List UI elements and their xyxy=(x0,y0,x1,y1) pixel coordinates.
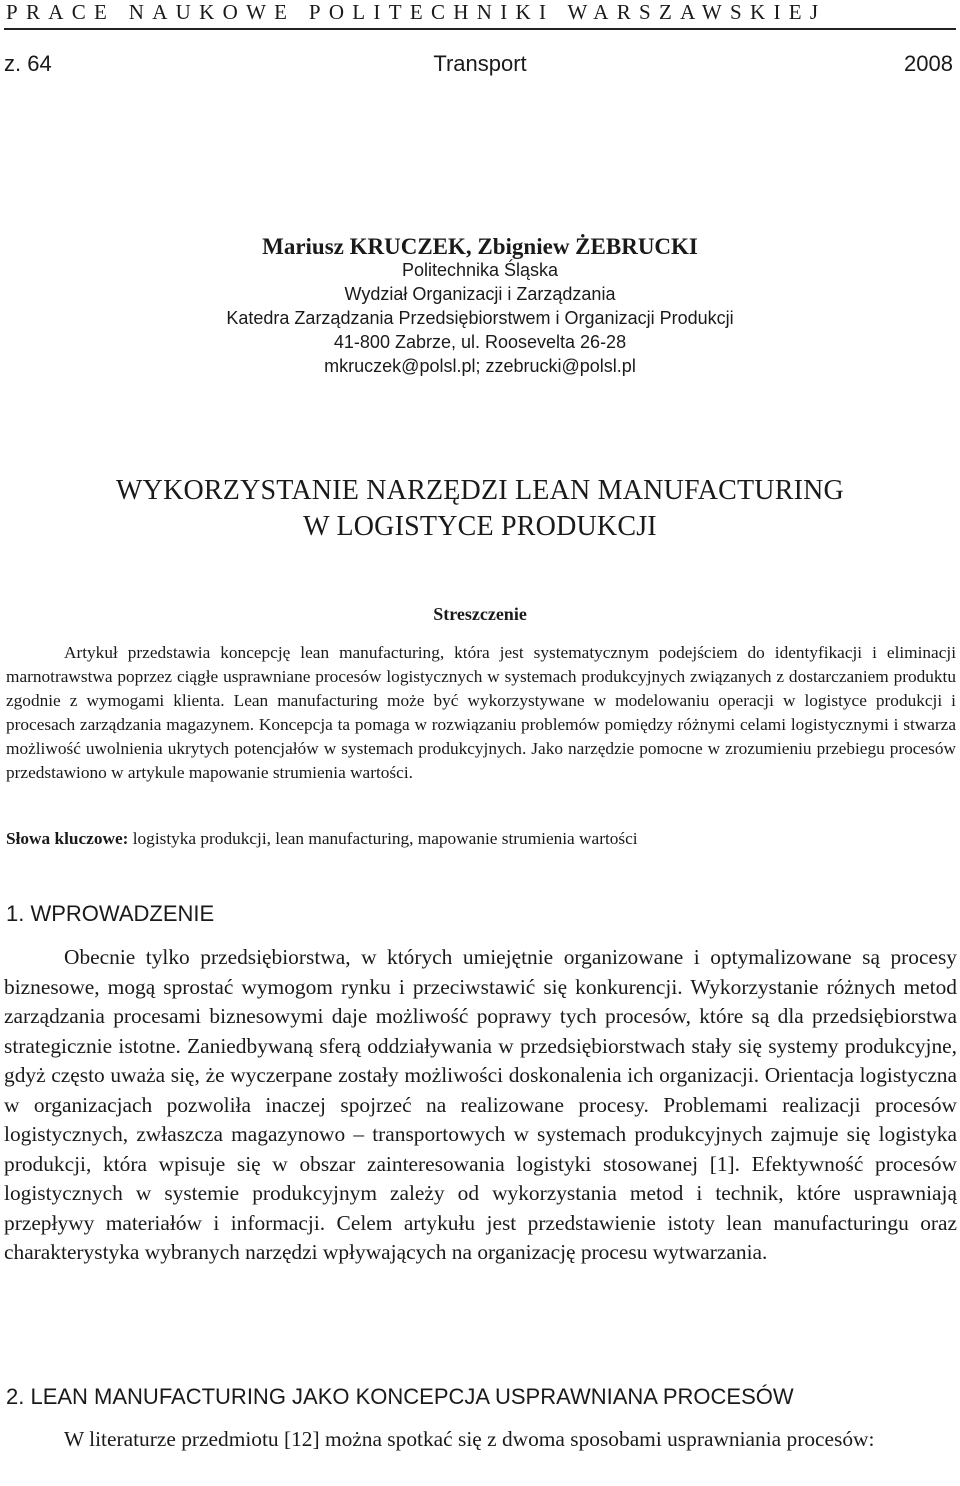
keywords-list: logistyka produkcji, lean manufacturing, mapowanie strumienia wartości xyxy=(132,829,638,848)
paper-title xyxy=(0,473,960,545)
affiliation-university: Politechnika Śląska xyxy=(401,260,559,280)
affiliation-address: 41-800 Zabrze, ul. Roosevelta 26-28 xyxy=(333,332,627,352)
section-2-text: W literaturze przedmiotu [12] można spotkać się z dwoma sposobami usprawniania procesów: xyxy=(64,1427,875,1451)
affiliation-emails: mkruczek@polsl.pl; zzebrucki@polsl.pl xyxy=(324,356,636,376)
keywords xyxy=(6,827,956,851)
affiliation xyxy=(0,258,960,378)
journal-name: Transport xyxy=(433,51,527,76)
abstract-heading: Streszczenie xyxy=(433,604,527,624)
section-2-heading: 2. LEAN MANUFACTURING JAKO KONCEPCJA USPRAWNIANA PROCESÓW xyxy=(6,1384,794,1409)
series-header: PRACE NAUKOWE POLITECHNIKI WARSZAWSKIEJ xyxy=(6,0,827,24)
affiliation-faculty: Wydział Organizacji i Zarządzania xyxy=(344,284,616,304)
affiliation-department: Katedra Zarządzania Przedsiębiorstwem i Organizacji Produkcji xyxy=(226,308,734,328)
issue-year: 2008 xyxy=(904,51,953,76)
issue-number: z. 64 xyxy=(4,51,52,76)
title-line-1: WYKORZYSTANIE NARZĘDZI LEAN MANUFACTURING xyxy=(116,475,844,506)
keywords-label: Słowa kluczowe: xyxy=(6,829,129,848)
section-1-text: Obecnie tylko przedsiębiorstwa, w których umiejętnie organizowane i optymalizowane są procesy biznesowe, mogą sprostać wymogom rynku i przeciwstawić się konkurencji. Wykorzystanie różnych metod zarządzania procesami biznesowymi daje możliwość poprawy tych procesów, które są dla przedsiębiorstwa strategicznie istotne. Zaniedbywaną sferą oddziaływania w przedsiębiorstwach stały się systemy produkcyjne, gdyż często uważa się, że wyczerpane zostały możliwości doskonalenia ich organizacji. Orientacja logistyczna w organizacjach pozwoliła inaczej spojrzeć na realizowane procesy. Problemami realizacji procesów logistycznych, zwłaszcza magazynowo – transportowych w systemach produkcyjnych zajmuje się logistyka produkcji, która wpisuje się w obszar zainteresowania logistyki stosowanej [1]. Efektywność procesów logistycznych w systemie produkcyjnym zależy od wykorzystania metod i technik, które usprawniają przepływy materiałów i informacji. Celem artykułu jest przedstawienie istoty lean manufacturingu oraz charakterystyka wybranych narzędzi wpływających na organizację procesu wytwarzania. xyxy=(4,945,957,1264)
header-rule xyxy=(4,28,956,30)
section-1-heading: 1. WPROWADZENIE xyxy=(6,901,215,926)
title-line-2: W LOGISTYCE PRODUKCJI xyxy=(303,511,657,542)
authors: Mariusz KRUCZEK, Zbigniew ŻEBRUCKI xyxy=(262,234,698,259)
abstract-text: Artykuł przedstawia koncepcję lean manufacturing, która jest systematycznym podejściem do identyfikacji i eliminacji marnotrawstwa poprzez ciągłe usprawniane procesów logistycznych w systemach produkcyjnych związanych z dostarczaniem produktu zgodnie z wymogami klienta. Lean manufacturing może być wykorzystywane w modelowaniu operacji w logistyce produkcji i procesach zarządzania magazynem. Koncepcja ta pomaga w rozwiązaniu problemów pomiędzy różnymi celami logistycznymi i stwarza możliwość uwolnienia ukrytych potencjałów w systemach produkcyjnych. Jako narzędzie pomocne w zrozumieniu przebiegu procesów przedstawiono w artykule mapowanie strumienia wartości. xyxy=(6,643,956,782)
